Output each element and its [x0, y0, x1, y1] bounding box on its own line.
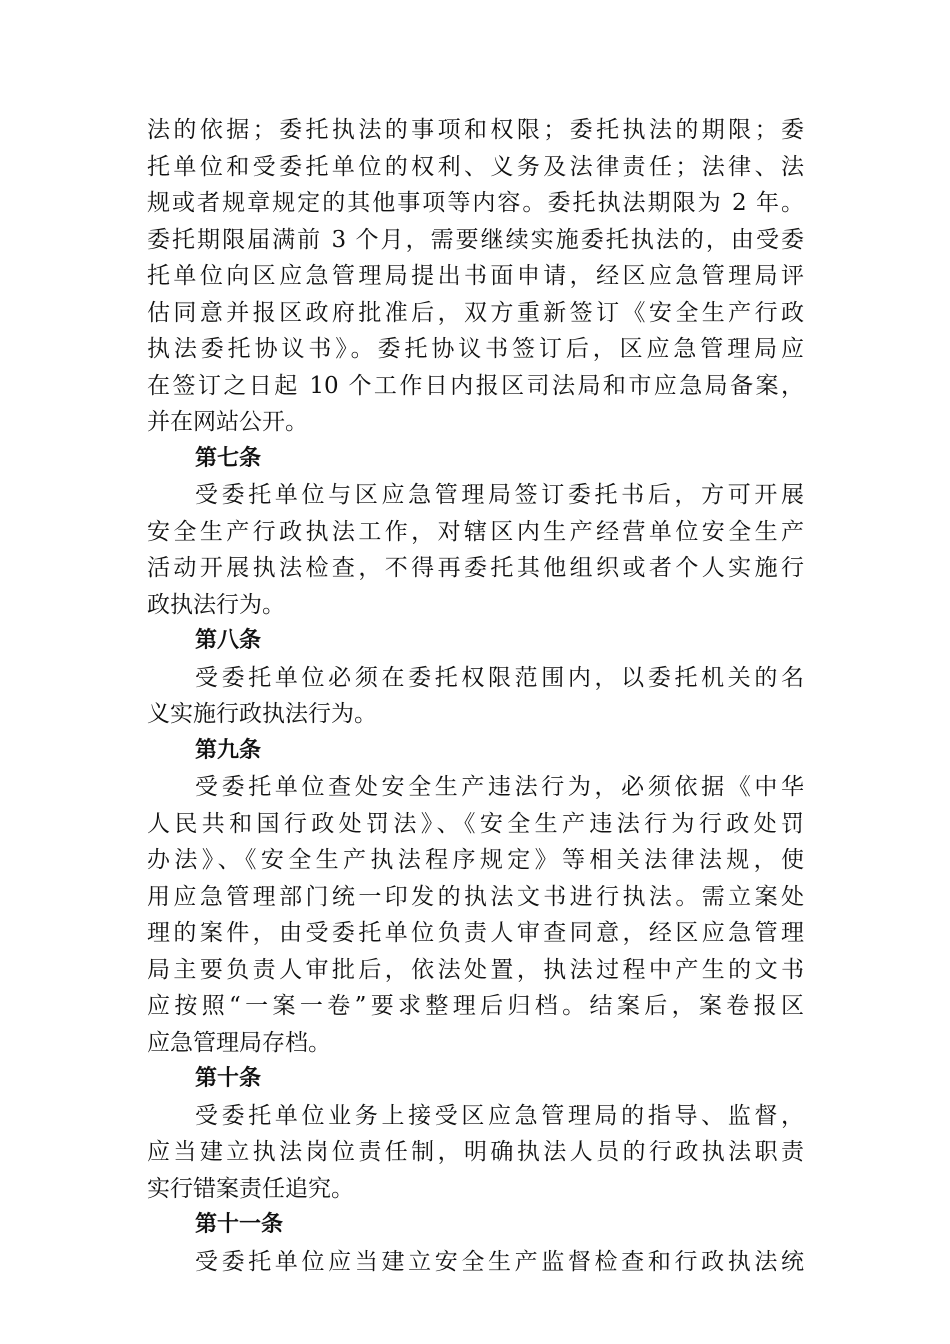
paragraph-line: 用应急管理部门统一印发的执法文书进行执法。需立案处: [147, 883, 804, 910]
paragraph-line: 执法委托协议书》。委托协议书签订后，区应急管理局应: [147, 336, 804, 362]
paragraph-line: 受委托单位查处安全生产违法行为，必须依据《中华: [195, 774, 804, 800]
paragraph-line: 受委托单位与区应急管理局签订委托书后，方可开展: [195, 482, 804, 508]
paragraph-line: 受委托单位必须在委托权限范围内，以委托机关的名: [195, 664, 804, 691]
paragraph-line: 办法》、《安全生产执法程序规定》等相关法律法规，使: [147, 847, 804, 873]
article-heading: 第七条: [195, 445, 262, 471]
paragraph-line: 应当建立执法岗位责任制，明确执法人员的行政执法职责: [147, 1139, 804, 1165]
article-heading: 第十条: [195, 1066, 262, 1091]
paragraph-line: 受委托单位应当建立安全生产监督检查和行政执法统: [195, 1248, 804, 1275]
paragraph-line: 活动开展执法检查，不得再委托其他组织或者个人实施行: [147, 555, 804, 581]
paragraph-line: 理的案件，由受委托单位负责人审查同意，经区应急管理: [147, 920, 804, 946]
paragraph-line: 估同意并报区政府批准后，双方重新签订《安全生产行政: [147, 299, 804, 326]
paragraph-line: 政执法行为。: [147, 591, 285, 618]
article-heading: 第八条: [195, 628, 262, 653]
paragraph-line: 托单位向区应急管理局提出书面申请，经区应急管理局评: [147, 263, 804, 289]
document-body: [147, 112, 804, 1280]
paragraph-line: 局主要负责人审批后，依法处置，执法过程中产生的文书: [147, 956, 804, 983]
paragraph-line: 并在网站公开。: [147, 409, 308, 435]
paragraph-line: 受委托单位业务上接受区应急管理局的指导、监督，: [195, 1102, 804, 1129]
paragraph-line: 在签订之日起 10 个工作日内报区司法局和市应急局备案，: [147, 372, 804, 399]
paragraph-line: 人民共和国行政处罚法》、《安全生产违法行为行政处罚: [147, 810, 804, 837]
paragraph-line: 义实施行政执法行为。: [147, 701, 377, 727]
paragraph-line: 法的依据；委托执法的事项和权限；委托执法的期限；委: [147, 117, 804, 143]
paragraph-line: 规或者规章规定的其他事项等内容。委托执法期限为 2 年。: [147, 190, 804, 216]
paragraph-line: 应按照“一案一卷”要求整理后归档。结案后，案卷报区: [147, 993, 804, 1019]
paragraph-line: 应急管理局存档。: [147, 1029, 331, 1056]
paragraph-line: 实行错案责任追究。: [147, 1175, 354, 1202]
article-heading: 第十一条: [195, 1212, 284, 1237]
paragraph-line: 安全生产行政执法工作，对辖区内生产经营单位安全生产: [147, 518, 804, 545]
paragraph-line: 托单位和受委托单位的权利、义务及法律责任；法律、法: [147, 153, 804, 180]
paragraph-line: 委托期限届满前 3 个月，需要继续实施委托执法的，由受委: [147, 226, 804, 253]
article-heading: 第九条: [195, 737, 262, 763]
